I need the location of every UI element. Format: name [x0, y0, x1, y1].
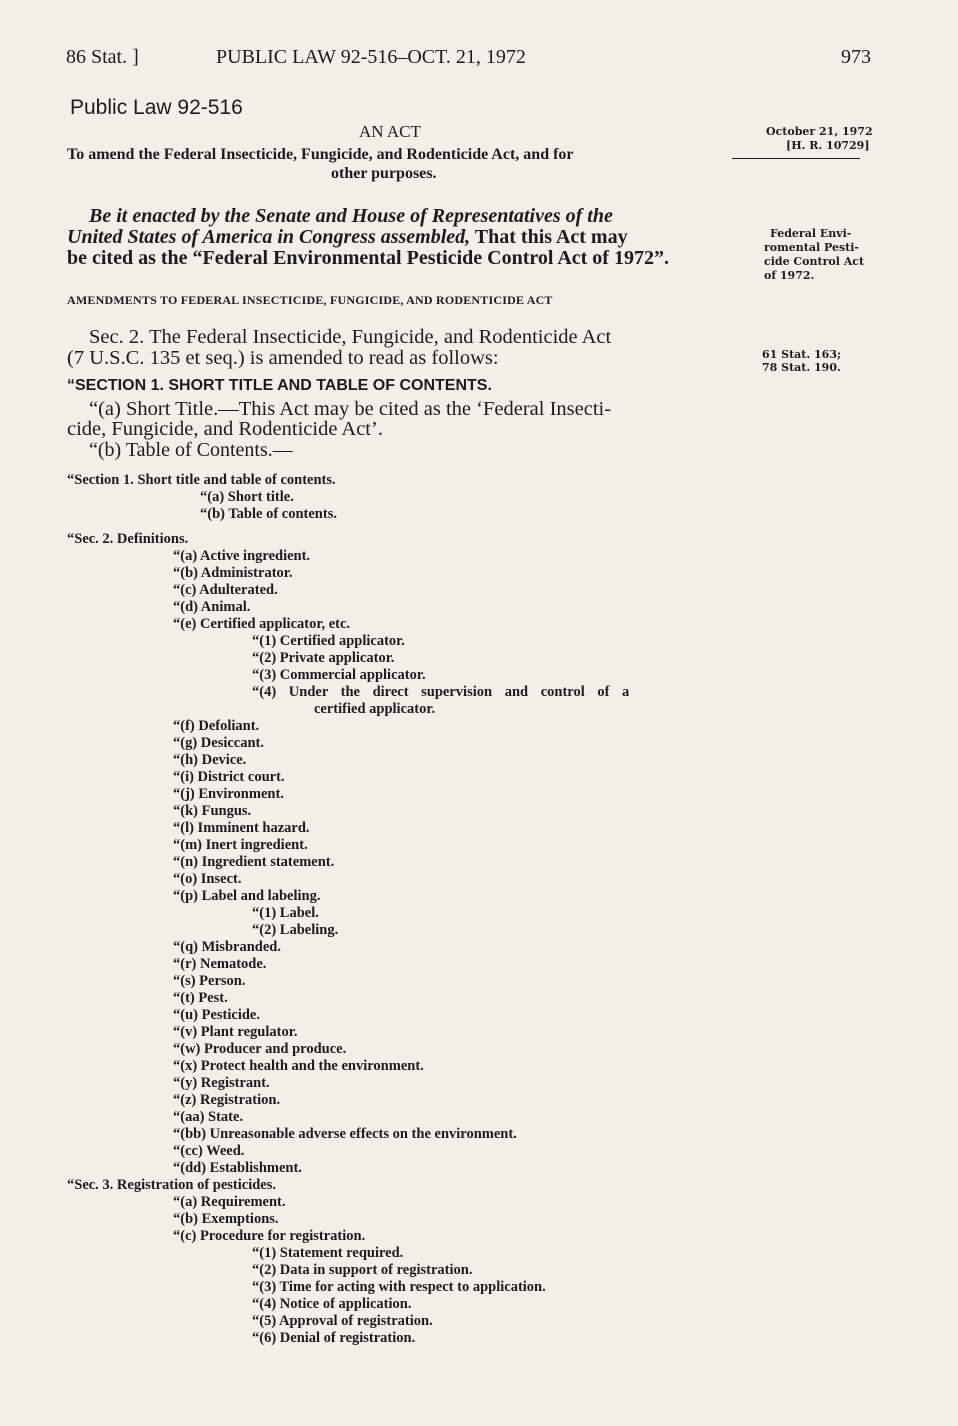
- toc-entry: “(a) Requirement.: [173, 1194, 286, 1210]
- toc-entry: “(bb) Unreasonable adverse effects on the environment.: [173, 1126, 517, 1142]
- short-title-line-2: cide, Fungicide, and Rodenticide Act’.: [67, 418, 383, 440]
- toc-entry: “(cc) Weed.: [173, 1143, 245, 1159]
- toc-entry: “(4) Under the direct supervision and control of a: [252, 684, 630, 700]
- toc-entry: “(u) Pesticide.: [173, 1007, 260, 1023]
- short-title-line-1: “(a) Short Title.—This Act may be cited as the ‘Federal Insecti-: [89, 398, 612, 420]
- margin-short-title-note-3: cide Control Act: [764, 255, 865, 268]
- toc-entry: “(q) Misbranded.: [173, 939, 281, 955]
- toc-entry: “(1) Certified applicator.: [252, 633, 405, 649]
- toc-entry: “(n) Ingredient statement.: [173, 854, 335, 870]
- enacting-line-3: be cited as the “Federal Environmental Pesticide Control Act of 1972”.: [67, 247, 669, 269]
- page-number: 973: [841, 46, 871, 68]
- margin-short-title-note-1: Federal Envi-: [770, 227, 852, 240]
- toc-entry: “(t) Pest.: [173, 990, 228, 1006]
- toc-entry: “(a) Active ingredient.: [173, 548, 311, 564]
- toc-entry: “(r) Nematode.: [173, 956, 267, 972]
- margin-citation-1: 61 Stat. 163;: [762, 348, 842, 361]
- toc-entry: “(w) Producer and produce.: [173, 1041, 347, 1057]
- toc-entry: certified applicator.: [314, 701, 436, 717]
- toc-entry: “(e) Certified applicator, etc.: [173, 616, 351, 632]
- enacting-line-2: United States of America in Congress assembled, That this Act may: [67, 226, 628, 248]
- toc-entry: “(f) Defoliant.: [173, 718, 260, 734]
- toc-entry: “(s) Person.: [173, 973, 246, 989]
- toc-entry: “Sec. 3. Registration of pesticides.: [67, 1177, 277, 1193]
- toc-entry: “(o) Insect.: [173, 871, 242, 887]
- margin-short-title-note-2: romental Pesti-: [764, 241, 859, 254]
- toc-entry: “(2) Private applicator.: [252, 650, 395, 666]
- toc-entry: “(m) Inert ingredient.: [173, 837, 308, 853]
- toc-entry: “(c) Procedure for registration.: [173, 1228, 366, 1244]
- header-title: PUBLIC LAW 92-516–OCT. 21, 1972: [216, 46, 526, 68]
- purpose-line-1: To amend the Federal Insecticide, Fungicide, and Rodenticide Act, and for: [67, 146, 574, 163]
- act-heading: AN ACT: [359, 122, 421, 141]
- amendments-heading: AMENDMENTS TO FEDERAL INSECTICIDE, FUNGICIDE, AND RODENTICIDE ACT: [67, 293, 553, 307]
- margin-citation-2: 78 Stat. 190.: [762, 361, 841, 374]
- toc-entry: “(4) Notice of application.: [252, 1296, 412, 1312]
- margin-bill: [H. R. 10729]: [786, 139, 870, 152]
- enacting-line-1: Be it enacted by the Senate and House of Representatives of the: [89, 205, 613, 227]
- purpose-line-2: other purposes.: [331, 165, 437, 182]
- toc-entry: “Sec. 2. Definitions.: [67, 531, 189, 547]
- toc-entry: “(2) Labeling.: [252, 922, 339, 938]
- header-stat-ref: 86 Stat. ]: [66, 46, 139, 68]
- toc-entry: “(3) Commercial applicator.: [252, 667, 426, 683]
- toc-entry: “(p) Label and labeling.: [173, 888, 321, 904]
- toc-entry: “(i) District court.: [173, 769, 285, 785]
- section1-heading: “SECTION 1. SHORT TITLE AND TABLE OF CONTENTS.: [67, 377, 492, 394]
- margin-rule: [732, 158, 860, 159]
- toc-entry: “(d) Animal.: [173, 599, 251, 615]
- sec2-line-1: Sec. 2. The Federal Insecticide, Fungicide, and Rodenticide Act: [89, 326, 612, 348]
- toc-entry: “(j) Environment.: [173, 786, 284, 802]
- toc-entry: “(g) Desiccant.: [173, 735, 265, 751]
- toc-entry: “(b) Table of contents.: [200, 506, 337, 522]
- toc-entry: “(v) Plant regulator.: [173, 1024, 298, 1040]
- sec2-line-2: (7 U.S.C. 135 et seq.) is amended to read as follows:: [67, 347, 499, 369]
- toc-heading: “(b) Table of Contents.—: [89, 439, 293, 461]
- toc-entry: “(aa) State.: [173, 1109, 244, 1125]
- toc-entry: “(h) Device.: [173, 752, 247, 768]
- toc-entry: “(dd) Establishment.: [173, 1160, 302, 1176]
- toc-entry: “(3) Time for acting with respect to application.: [252, 1279, 546, 1295]
- toc-entry: “(1) Label.: [252, 905, 319, 921]
- toc-entry: “(5) Approval of registration.: [252, 1313, 433, 1329]
- toc-entry: “(x) Protect health and the environment.: [173, 1058, 424, 1074]
- toc-entry: “(z) Registration.: [173, 1092, 281, 1108]
- toc-entry: “(c) Adulterated.: [173, 582, 278, 598]
- toc-entry: “(a) Short title.: [200, 489, 294, 505]
- margin-short-title-note-4: of 1972.: [764, 269, 815, 282]
- law-number: Public Law 92-516: [70, 96, 243, 119]
- toc-entry: “(2) Data in support of registration.: [252, 1262, 473, 1278]
- toc-entry: “(y) Registrant.: [173, 1075, 270, 1091]
- toc-entry: “Section 1. Short title and table of contents.: [67, 472, 336, 488]
- toc-entry: “(k) Fungus.: [173, 803, 252, 819]
- toc-entry: “(b) Exemptions.: [173, 1211, 279, 1227]
- toc-entry: “(l) Imminent hazard.: [173, 820, 310, 836]
- toc-entry: “(6) Denial of registration.: [252, 1330, 416, 1346]
- toc-entry: “(b) Administrator.: [173, 565, 293, 581]
- toc-entry: “(1) Statement required.: [252, 1245, 404, 1261]
- margin-date: October 21, 1972: [766, 125, 873, 138]
